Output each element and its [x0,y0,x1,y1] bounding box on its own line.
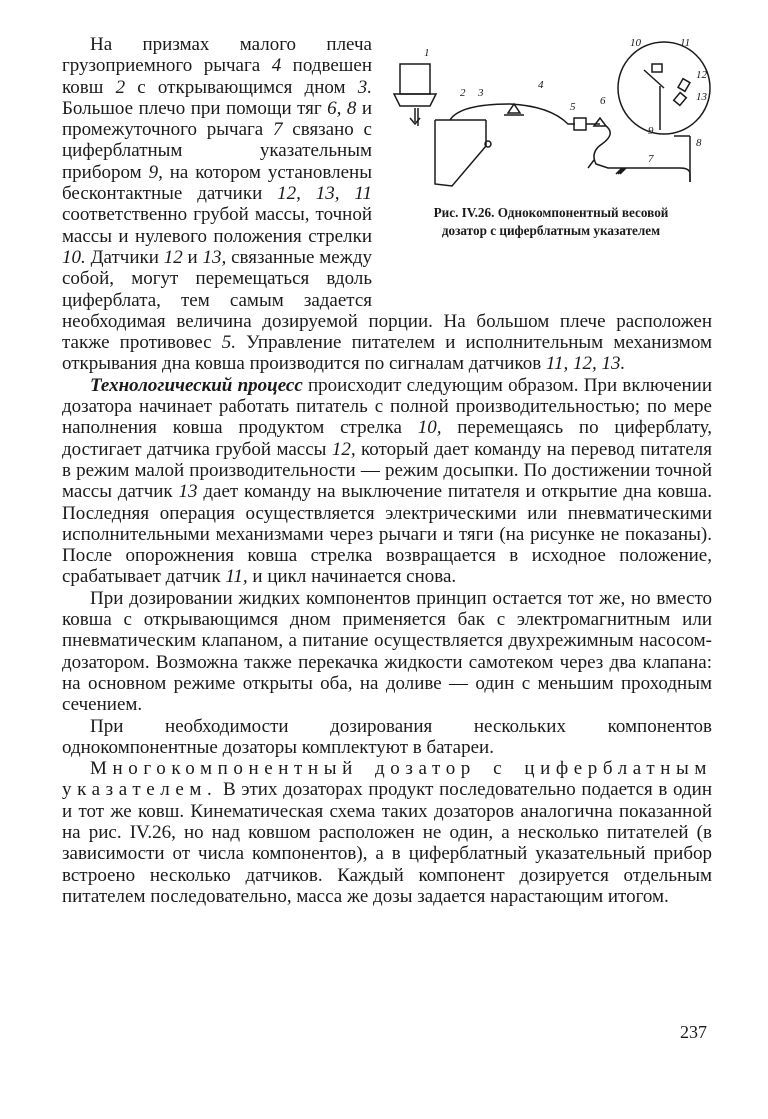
paragraph-3: При дозировании жидких компонентов принцип остается тот же, но вместо ковша с открывающимся дном применяется бак с электромагнитным или пневматическим клапаном, а питание осуществляется двухрежимным насосом-дозатором. Возможна также перекачка жидкости самотеком через два клапана: на основном режиме открыты оба, на доливе — один с меньшим проходным сечением. [62,587,712,716]
counterweight [574,118,586,130]
bucket [435,120,486,186]
figure-caption [390,204,712,240]
page-number: 237 [680,1022,707,1042]
figure-iv-26 [390,34,712,290]
page-body [62,34,712,907]
fig-label-5: 5 [570,101,576,113]
fig-label-6: 6 [600,95,606,107]
fig-label-3: 3 [478,87,484,99]
feeder-tray [394,94,436,106]
fig-label-4: 4 [538,79,544,91]
fig-label-7: 7 [648,153,654,165]
fig-label-12: 12 [696,69,707,81]
fig-label-11: 11 [680,37,691,49]
caption-line-1: Рис. IV.26. Однокомпонентный весовой [433,205,669,220]
paragraph-5: Многокомпонентный дозатор с циферблатным указателем. В этих дозаторах продукт последовательно подается в один и тот же ковш. Кинематическая схема таких дозаторов аналогична показанной на рис. IV.26, но над ковшом расположен не один, а несколько питателей (в зависимости от числа компонентов), а в циферблатный указательный прибор встроено несколько датчиков. Каждый компонент дозируется отдельным питателем последовательно, масса же дозы задается нарастающим итогом. [62,758,712,907]
caption-line-2: дозатор с циферблатным указателем [441,223,661,238]
fig-label-8: 8 [696,137,702,149]
fig-label-1: 1 [424,47,430,59]
paragraph-1: На призмах малого плеча грузоприемного рычага 4 подвешен ковш 2 с открывающимся дном 3. Большое плечо при помощи тяг 6, 8 и промежуточного рычага 7 связано с циферблатным указательным прибором 9, на котором установлены бесконтактные датчики 12, 13, 11 соответственно грубой массы, точной массы и нулевого положения стрелки 10. Датчики 12 и 13, связанные между собой, могут перемещаться вдоль циферблата, тем самым задается необходимая величина дозируемой порции. На большом плече расположен также противовес 5. Управление питателем и исполнительным механизмом открывания дна ковша производится по сигналам датчиков 11, 12, 13. [62,34,712,375]
fig-label-2: 2 [460,87,466,99]
fig-label-10: 10 [630,37,641,49]
fig-label-9: 9 [648,125,654,137]
feeder-hopper [400,64,430,94]
fig-label-13: 13 [696,91,707,103]
scale-diagram [390,34,712,204]
paragraph-4: При необходимости дозирования нескольких компонентов однокомпонентные дозаторы комплектуют в батареи. [62,715,712,758]
paragraph-2: Технологический процесс происходит следующим образом. При включении дозатора начинает работать питатель с полной производительностью; по мере наполнения ковша продуктом стрелка 10, перемещаясь по циферблату, достигает датчика грубой массы 12, который дает команду на перевод питателя в режим малой производительности — режим досыпки. По достижении точной массы датчик 13 дает команду на выключение питателя и открытие дна ковша. Последняя операция осуществляется электрическими или пневматическими исполнительными механизмами через рычаги и тяги (на рисунке не показаны). После опорожнения ковша стрелка возвращается в исходное положение, срабатывает датчик 11, и цикл начинается снова. [62,374,713,588]
